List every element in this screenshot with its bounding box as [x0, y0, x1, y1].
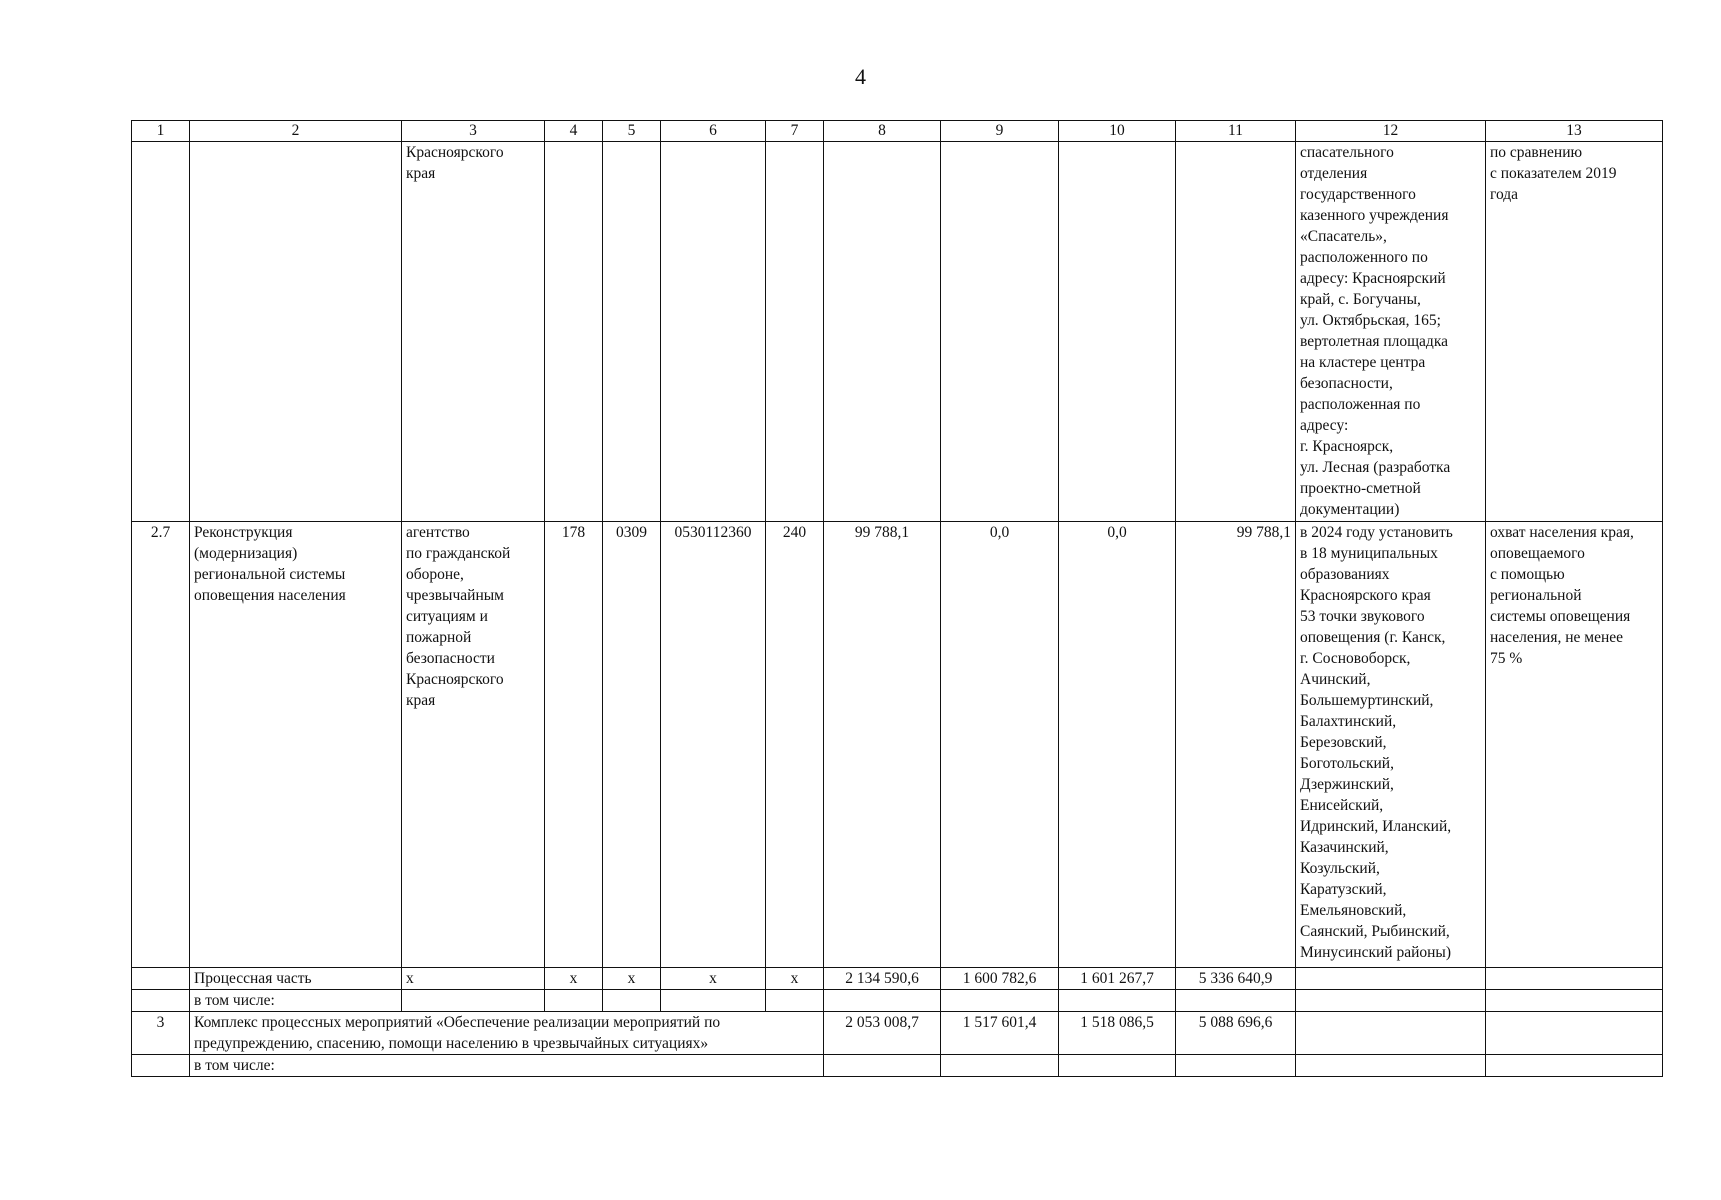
- header-cell: 2: [190, 121, 402, 142]
- table-cell: [1059, 1055, 1176, 1077]
- table-cell: [1296, 1012, 1486, 1055]
- row-number-cell: 2.7: [132, 522, 190, 968]
- amount-cell: 2 134 590,6: [824, 968, 941, 990]
- table-cell: х: [661, 968, 766, 990]
- amount-cell: 2 053 008,7: [824, 1012, 941, 1055]
- table-cell: [402, 990, 545, 1012]
- complex-name-cell: Комплекс процессных мероприятий «Обеспечение реализации мероприятий по предупреждению, спасению, помощи населению в чрезвычайных ситуациях»: [190, 1012, 824, 1055]
- header-cell: 4: [545, 121, 603, 142]
- table-row-including: [132, 1055, 1663, 1077]
- table-cell: х: [545, 968, 603, 990]
- header-cell: 8: [824, 121, 941, 142]
- amount-cell: 0,0: [941, 522, 1059, 968]
- table-cell: [941, 142, 1059, 522]
- table-cell: [1296, 1055, 1486, 1077]
- header-row: [132, 121, 1663, 142]
- table-cell: [766, 990, 824, 1012]
- table-cell: [824, 142, 941, 522]
- target-article-cell: 0530112360: [661, 522, 766, 968]
- table-cell: х: [402, 968, 545, 990]
- table-cell: [1486, 968, 1663, 990]
- table-cell: [1296, 990, 1486, 1012]
- section-code-cell: 0309: [603, 522, 661, 968]
- total-cell: 99 788,1: [1176, 522, 1296, 968]
- table-cell: [1486, 1055, 1663, 1077]
- grbs-code-cell: 178: [545, 522, 603, 968]
- table-cell: [132, 1055, 190, 1077]
- responsible-cell: агентство по гражданской обороне, чрезвычайным ситуациям и пожарной безопасности Красноярского края: [402, 522, 545, 968]
- amount-cell: 1 518 086,5: [1059, 1012, 1176, 1055]
- table-cell: [1176, 1055, 1296, 1077]
- table-cell: [132, 968, 190, 990]
- amount-cell: 1 601 267,7: [1059, 968, 1176, 990]
- table-cell: [132, 990, 190, 1012]
- page-number: 4: [855, 64, 866, 89]
- header-cell: 9: [941, 121, 1059, 142]
- measure-name-cell: Реконструкция (модернизация) региональной системы оповещения населения: [190, 522, 402, 968]
- indicator-cell: по сравнению с показателем 2019 года: [1486, 142, 1663, 522]
- total-cell: 5 088 696,6: [1176, 1012, 1296, 1055]
- table-cell: [824, 990, 941, 1012]
- table-cell: [1176, 990, 1296, 1012]
- indicator-cell: охват населения края, оповещаемого с помощью региональной системы оповещения населения, не менее 75 %: [1486, 522, 1663, 968]
- table-cell: [1486, 990, 1663, 1012]
- header-cell: 1: [132, 121, 190, 142]
- header-cell: 7: [766, 121, 824, 142]
- header-cell: 12: [1296, 121, 1486, 142]
- result-cell: в 2024 году установить в 18 муниципальных образованиях Красноярского края 53 точки звукового оповещения (г. Канск, г. Сосновоборск, Ачинский, Большемуртинский, Балахтинский, Березовский, Боготольский, Дзержинский, Енисейский, Идринский, Иланский, Казачинский, Козульский, Каратузский, Емельяновский, Саянский, Рыбинский, Минусинский районы): [1296, 522, 1486, 968]
- amount-cell: 99 788,1: [824, 522, 941, 968]
- expense-type-cell: 240: [766, 522, 824, 968]
- header-cell: 3: [402, 121, 545, 142]
- table-cell: [661, 990, 766, 1012]
- table-row-2-7: [132, 522, 1663, 968]
- table-cell: [1176, 142, 1296, 522]
- table-cell: [661, 142, 766, 522]
- including-label: в том числе:: [190, 1055, 824, 1077]
- total-cell: 5 336 640,9: [1176, 968, 1296, 990]
- table-cell: [1296, 968, 1486, 990]
- header-cell: 6: [661, 121, 766, 142]
- amount-cell: 1 517 601,4: [941, 1012, 1059, 1055]
- table-cell: [824, 1055, 941, 1077]
- row-number-cell: 3: [132, 1012, 190, 1055]
- table-cell: [766, 142, 824, 522]
- table-cell: [1059, 142, 1176, 522]
- table-cell: [545, 142, 603, 522]
- table-cell: [1486, 1012, 1663, 1055]
- table-row-complex-3: [132, 1012, 1663, 1055]
- table-cell: х: [766, 968, 824, 990]
- measure-name-cell: Процессная часть: [190, 968, 402, 990]
- header-cell: 5: [603, 121, 661, 142]
- program-table: [131, 120, 1663, 1077]
- table-row-process: [132, 968, 1663, 990]
- including-label: в том числе:: [190, 990, 402, 1012]
- table-cell: [603, 142, 661, 522]
- header-cell: 13: [1486, 121, 1663, 142]
- header-cell: 10: [1059, 121, 1176, 142]
- result-cell: спасательного отделения государственного казенного учреждения «Спасатель», расположенного по адресу: Красноярский край, с. Богучаны, ул. Октябрьская, 165; вертолетная площадка на кластере центра безопасности, расположенная по адресу: г. Красноярск, ул. Лесная (разработка проектно-сметной документации): [1296, 142, 1486, 522]
- table-cell: х: [603, 968, 661, 990]
- table-cell: [941, 990, 1059, 1012]
- header-cell: 11: [1176, 121, 1296, 142]
- table-cell: [545, 990, 603, 1012]
- table-row-including: [132, 990, 1663, 1012]
- table-cell: [132, 142, 190, 522]
- amount-cell: 0,0: [1059, 522, 1176, 968]
- table-row-continuation: [132, 142, 1663, 522]
- responsible-cell: Красноярского края: [402, 142, 545, 522]
- table-cell: [1059, 990, 1176, 1012]
- table-cell: [190, 142, 402, 522]
- table-cell: [941, 1055, 1059, 1077]
- table-cell: [603, 990, 661, 1012]
- amount-cell: 1 600 782,6: [941, 968, 1059, 990]
